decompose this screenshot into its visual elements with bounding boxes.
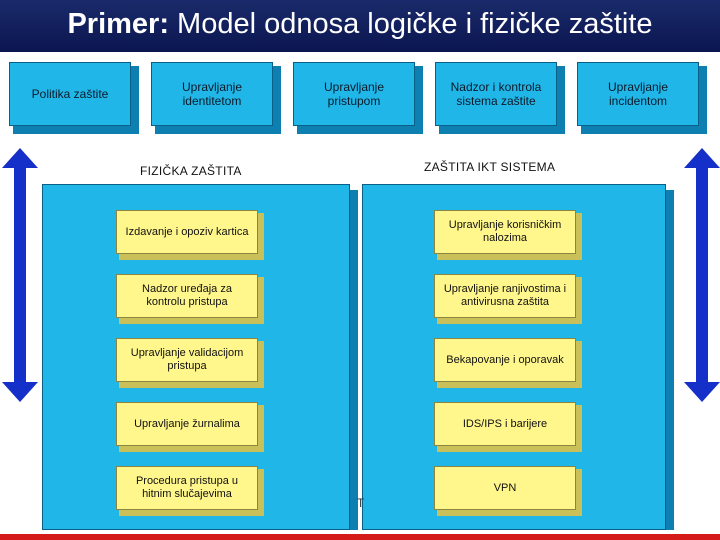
top-box-5	[577, 62, 707, 134]
top-box-2	[151, 62, 281, 134]
right-item-5	[434, 466, 582, 516]
left-item-4	[116, 402, 264, 452]
top-box-1	[9, 62, 139, 134]
title-bold: Primer:	[67, 8, 169, 40]
left-section-label: FIZIČKA ZAŠTITA	[140, 164, 242, 178]
right-item-2	[434, 274, 582, 324]
top-box-4	[435, 62, 565, 134]
slide-title	[0, 8, 720, 41]
right-item-4	[434, 402, 582, 452]
footer-stray-text: T	[357, 496, 365, 510]
item-label: VPN	[434, 466, 576, 510]
top-box-label: Upravljanje incidentom	[577, 62, 699, 126]
double-arrow-right-icon	[682, 148, 720, 402]
item-label: Procedura pristupa u hitnim slučajevima	[116, 466, 258, 510]
item-label: IDS/IPS i barijere	[434, 402, 576, 446]
item-label: Izdavanje i opoziv kartica	[116, 210, 258, 254]
top-box-label: Politika zaštite	[9, 62, 131, 126]
double-arrow-left-icon	[0, 148, 40, 402]
left-item-3	[116, 338, 264, 388]
title-rest: Model odnosa logičke i fizičke zaštite	[168, 8, 653, 40]
right-section-label: ZAŠTITA IKT SISTEMA	[424, 160, 556, 174]
item-label: Upravljanje validacijom pristupa	[116, 338, 258, 382]
bottom-red-line	[0, 534, 720, 540]
top-box-label: Upravljanje identitetom	[151, 62, 273, 126]
left-item-1	[116, 210, 264, 260]
item-label: Upravljanje korisničkim nalozima	[434, 210, 576, 254]
left-item-5	[116, 466, 264, 516]
item-label: Upravljanje ranjivostima i antivirusna zaštita	[434, 274, 576, 318]
right-item-1	[434, 210, 582, 260]
item-label: Bekapovanje i oporavak	[434, 338, 576, 382]
top-box-label: Upravljanje pristupom	[293, 62, 415, 126]
top-box-3	[293, 62, 423, 134]
top-box-label: Nadzor i kontrola sistema zaštite	[435, 62, 557, 126]
right-item-3	[434, 338, 582, 388]
item-label: Upravljanje žurnalima	[116, 402, 258, 446]
item-label: Nadzor uređaja za kontrolu pristupa	[116, 274, 258, 318]
left-item-2	[116, 274, 264, 324]
